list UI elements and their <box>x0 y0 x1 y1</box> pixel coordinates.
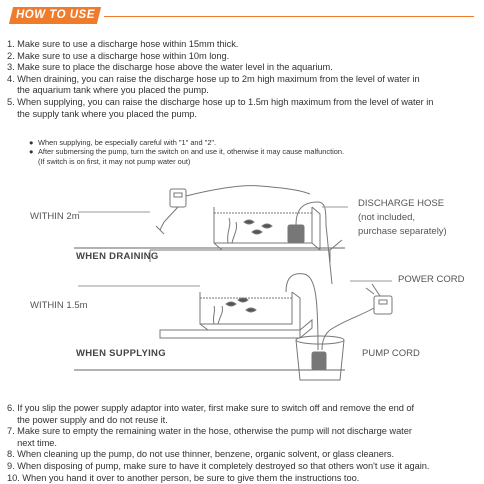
note-item: ● After submersing the pump, turn the switch on and use it, otherwise it may cause malfunction. <box>29 147 345 157</box>
power-adapter-icon-bottom <box>366 284 392 314</box>
label-pump-cord: PUMP CORD <box>362 348 420 359</box>
supply-bucket <box>296 336 344 380</box>
label-within-1-5m: WITHIN 1.5m <box>30 300 88 311</box>
power-adapter-icon <box>156 189 186 234</box>
list-item: 5. When supplying, you can raise the discharge hose up to 1.5m high maximum from the level of water in <box>7 96 434 107</box>
top-power-cord <box>186 186 310 196</box>
list-item: 3. Make sure to place the discharge hose above the water level in the aquarium. <box>7 62 333 73</box>
aquarium-tank-bottom <box>200 292 300 330</box>
discharge-hose-bottom <box>286 274 318 350</box>
list-item: 1. Make sure to use a discharge hose within 15mm thick. <box>7 39 239 49</box>
list-item: the supply tank where you placed the pump. <box>7 108 197 119</box>
bullet-icon: ● <box>29 138 34 147</box>
list-item: 7. Make sure to empty the remaining water in the hose, otherwise the pump will not discharge water <box>7 426 412 437</box>
list-item: 8. When cleaning up the pump, do not use thinner, benzene, organic solvent, or glass cleaners. <box>7 449 395 460</box>
list-item: 9. When disposing of pump, make sure to have it completely destroyed so that others won't use it again. <box>7 460 430 471</box>
header-title: HOW TO USE <box>16 9 95 21</box>
note-item: (If switch is on first, it may not pump water out) <box>38 156 191 166</box>
label-when-draining: WHEN DRAINING <box>76 251 159 262</box>
bullet-icon: ● <box>29 147 34 157</box>
note-item: ● When supplying, be especially careful with "1" and "2". <box>29 138 217 147</box>
list-item: next time. <box>7 437 57 448</box>
instructions-list-bottom <box>7 403 481 484</box>
list-item: 10. When you hand it over to another person, be sure to give them the instructions too. <box>7 472 360 483</box>
label-discharge-hose-note: (not included, <box>358 212 416 223</box>
table-bottom <box>160 330 300 338</box>
label-within-2m: WITHIN 2m <box>30 211 80 222</box>
label-when-supplying: WHEN SUPPLYING <box>76 348 166 359</box>
label-discharge-hose: DISCHARGE HOSE <box>358 198 445 209</box>
list-item: the power supply and do not reuse it. <box>7 414 168 425</box>
pump-icon-top <box>288 225 304 243</box>
label-power-cord: POWER CORD <box>398 274 465 285</box>
list-item: 6. If you slip the power supply adaptor into water, first make sure to switch off and remove the end of <box>7 403 415 413</box>
list-item: 2. Make sure to use a discharge hose within 10m long. <box>7 50 230 61</box>
table-bottom-side <box>300 320 312 338</box>
list-item: the aquarium tank where you placed the pump. <box>7 85 209 96</box>
list-item: 4. When draining, you can raise the discharge hose up to 2m high maximum from the level of water in <box>7 73 420 84</box>
label-discharge-hose-note: purchase separately) <box>358 226 447 237</box>
